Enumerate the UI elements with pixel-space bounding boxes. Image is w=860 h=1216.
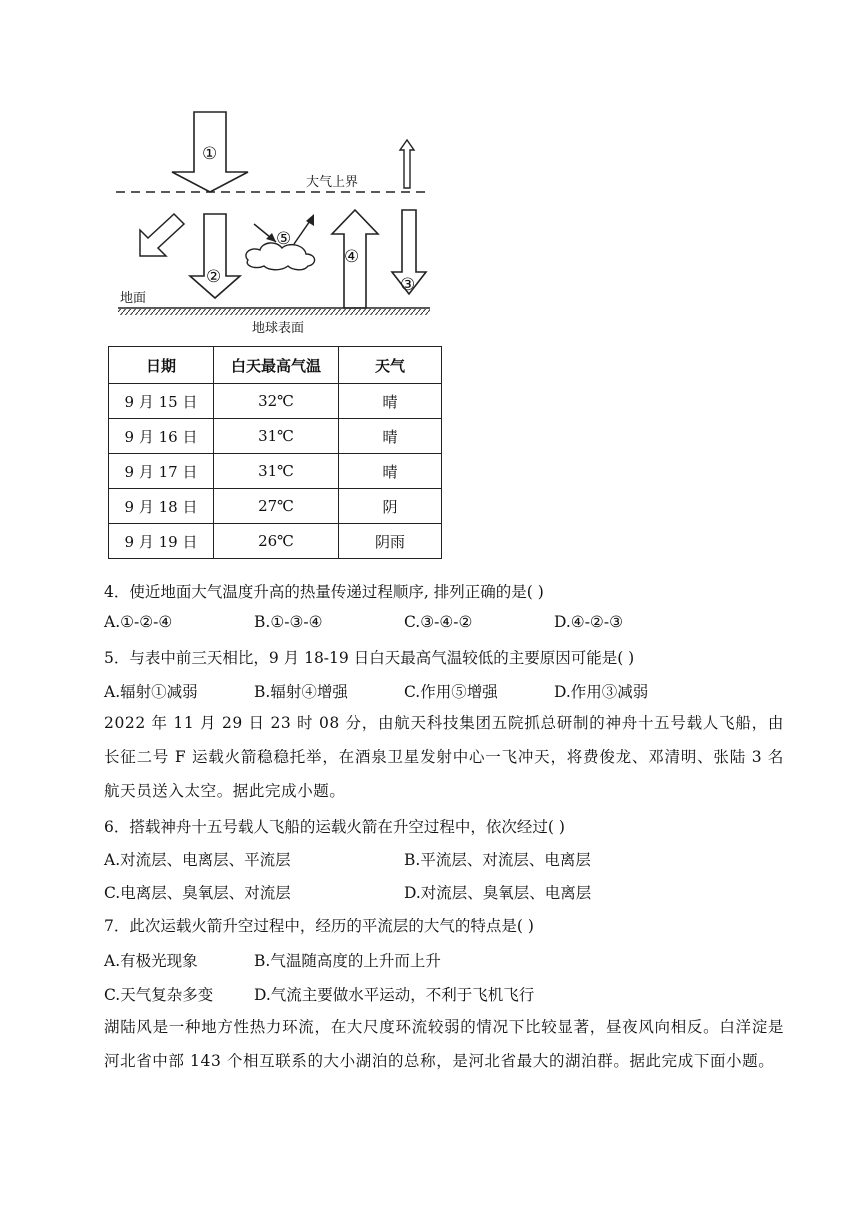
cell-temp: 32℃ (214, 384, 339, 419)
cell-weather: 晴 (339, 384, 442, 419)
q6-option-a[interactable]: A.对流层、电离层、平流层 (104, 851, 291, 869)
q6-option-c[interactable]: C.电离层、臭氧层、对流层 (104, 884, 291, 902)
cell-weather: 阴雨 (339, 524, 442, 559)
q5-option-b[interactable]: B.辐射④增强 (254, 683, 348, 701)
marker-1: ① (202, 144, 218, 164)
q7-option-d[interactable]: D.气流主要做水平运动，不利于飞机飞行 (254, 986, 535, 1004)
atmosphere-heat-diagram (108, 108, 438, 340)
q5-stem: 5．与表中前三天相比，9 月 18-19 日白天最高气温较低的主要原因可能是( ) (104, 649, 635, 667)
q5-option-c[interactable]: C.作用⑤增强 (404, 683, 498, 701)
diagram-svg (108, 108, 438, 340)
marker-5: ⑤ (276, 229, 292, 249)
header-weather: 天气 (339, 347, 442, 384)
cell-temp: 27℃ (214, 489, 339, 524)
table-row (109, 454, 442, 489)
table-row (109, 524, 442, 559)
cell-weather: 晴 (339, 419, 442, 454)
cell-date: 9 月 16 日 (109, 419, 214, 454)
marker-2: ② (206, 267, 222, 287)
table-row (109, 419, 442, 454)
q7-option-a[interactable]: A.有极光现象 (104, 952, 198, 970)
weather-table (108, 346, 442, 559)
cell-weather: 阴 (339, 489, 442, 524)
table-row (109, 489, 442, 524)
cell-date: 9 月 15 日 (109, 384, 214, 419)
header-max-temp: 白天最高气温 (214, 347, 339, 384)
cell-date: 9 月 19 日 (109, 524, 214, 559)
cell-date: 9 月 18 日 (109, 489, 214, 524)
table-header-row (109, 347, 442, 384)
marker-3: ③ (400, 275, 416, 295)
q7-option-c[interactable]: C.天气复杂多变 (104, 986, 214, 1004)
cell-date: 9 月 17 日 (109, 454, 214, 489)
q5-option-d[interactable]: D.作用③减弱 (554, 683, 649, 701)
q4-option-d[interactable]: D.④-②-③ (554, 613, 623, 631)
q5-option-a[interactable]: A.辐射①减弱 (104, 683, 198, 701)
q4-option-a[interactable]: A.①-②-④ (104, 613, 173, 631)
q4-option-b[interactable]: B.①-③-④ (254, 613, 323, 631)
q7-stem: 7．此次运载火箭升空过程中，经历的平流层的大气的特点是( ) (104, 917, 534, 935)
cell-temp: 26℃ (214, 524, 339, 559)
upper-boundary-label: 大气上界 (306, 175, 359, 190)
cell-temp: 31℃ (214, 419, 339, 454)
q6-stem: 6．搭载神舟十五号载人飞船的运载火箭在升空过程中，依次经过( ) (104, 818, 565, 836)
marker-4: ④ (344, 247, 360, 267)
ground-label: 地面 (120, 291, 147, 306)
q4-option-c[interactable]: C.③-④-② (404, 613, 473, 631)
escape-arrow (400, 140, 414, 188)
q6-option-d[interactable]: D.对流层、臭氧层、电离层 (404, 884, 592, 902)
passage-shenzhou: 2022 年 11 月 29 日 23 时 08 分，由航天科技集团五院抓总研制的神舟十五号载人飞船，由长征二号 F 运载火箭稳稳托举，在酒泉卫星发射中心一飞冲天，将费俊龙、邓清明、张陆 3 名航天员送入太空。据此完成小题。 (104, 714, 784, 800)
cell-temp: 31℃ (214, 454, 339, 489)
q7-option-b[interactable]: B.气温随高度的上升而上升 (254, 952, 441, 970)
q4-stem: 4．使近地面大气温度升高的热量传递过程顺序, 排列正确的是( ) (104, 583, 544, 601)
reflected-arrow (140, 214, 184, 256)
earth-surface-label: 地球表面 (252, 321, 305, 336)
table-row (109, 384, 442, 419)
header-date: 日期 (109, 347, 214, 384)
cell-weather: 晴 (339, 454, 442, 489)
ground-hatch (118, 309, 430, 315)
passage-lake-breeze: 湖陆风是一种地方性热力环流，在大尺度环流较弱的情况下比较显著，昼夜风向相反。白洋淀是河北省中部 143 个相互联系的大小湖泊的总称，是河北省最大的湖泊群。据此完成下面小题。 (104, 1018, 784, 1070)
q6-option-b[interactable]: B.平流层、对流层、电离层 (404, 851, 591, 869)
